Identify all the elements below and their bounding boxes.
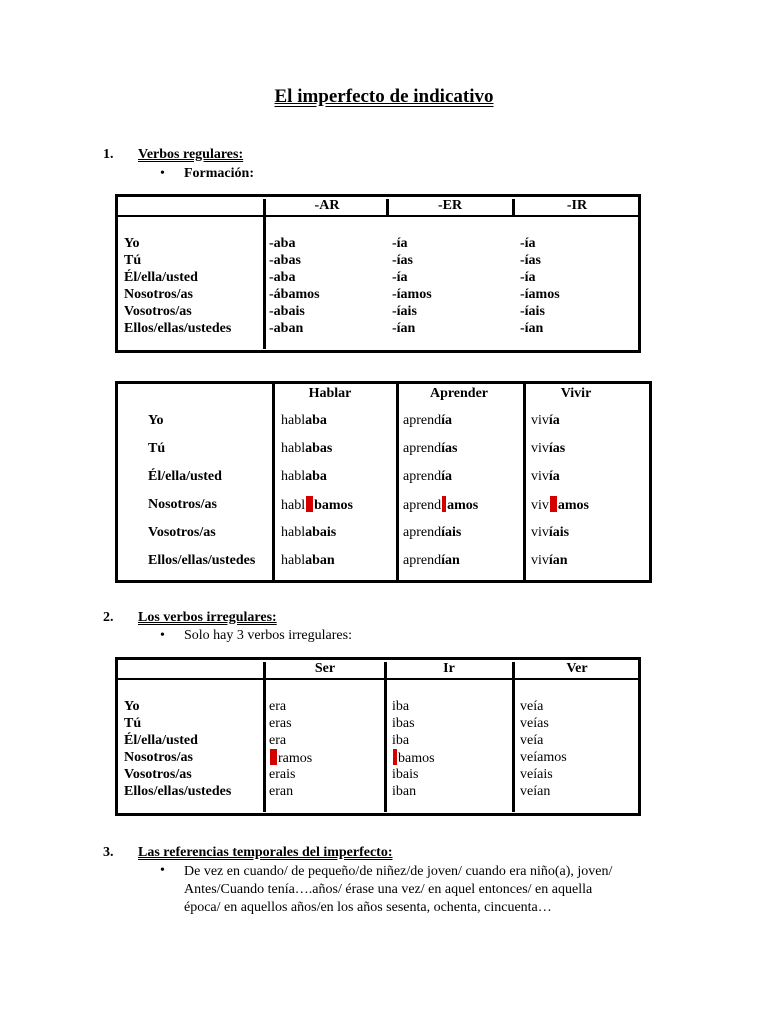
- subject-cell: Vosotros/as: [124, 767, 192, 782]
- form-cell: erais: [269, 767, 296, 782]
- bullet-icon: •: [160, 863, 165, 878]
- bullet-icon: •: [160, 166, 165, 181]
- table-row-subject: [148, 524, 216, 541]
- ending-cell: -aba: [269, 270, 296, 285]
- ending-cell: -aba: [269, 236, 296, 251]
- stem-text: habl: [281, 441, 306, 456]
- subject-cell: Vosotros/as: [148, 525, 216, 540]
- form-cell: iban: [392, 784, 417, 799]
- form-text: bamos: [398, 751, 435, 766]
- section-1-number: 1.: [103, 147, 114, 162]
- ending-text: íais: [441, 525, 462, 540]
- stem-text: viv: [531, 413, 549, 428]
- column-divider: [384, 662, 387, 812]
- aprender-form: [403, 468, 452, 485]
- hablar-form: [281, 412, 327, 429]
- subject-cell: Yo: [124, 699, 140, 714]
- column-divider: [512, 662, 515, 812]
- ending-text: ía: [548, 413, 560, 428]
- subject-cell: Él/ella/usted: [148, 469, 222, 484]
- form-cell: ibais: [392, 767, 419, 782]
- bullet-line: época/ en aquellos años/en los años sesenta, ochenta, cincuenta…: [184, 900, 552, 915]
- subject-cell: Tú: [124, 716, 142, 731]
- header-vivir: Vivir: [560, 386, 592, 401]
- table-row-subject: [148, 468, 222, 485]
- stem-text: viv: [531, 469, 549, 484]
- form-cell: veían: [520, 784, 551, 799]
- ending-text: ías: [441, 441, 458, 456]
- highlight-mark: [442, 496, 446, 512]
- stem-text: habl: [281, 525, 306, 540]
- vivir-form: [531, 412, 560, 429]
- ending-cell: -ías: [392, 253, 413, 268]
- ending-cell: -ía: [520, 270, 536, 285]
- table-row-subject: [148, 496, 217, 513]
- bullet-line: De vez en cuando/ de pequeño/de niñez/de joven/ cuando era niño(a), joven/: [184, 864, 613, 879]
- subject-cell: Vosotros/as: [124, 304, 192, 319]
- form-cell: [269, 749, 312, 766]
- subject-cell: Él/ella/usted: [124, 733, 198, 748]
- endings-table: [115, 194, 641, 353]
- form-cell: veía: [520, 733, 544, 748]
- stem-text: viv: [531, 553, 549, 568]
- subject-cell: Él/ella/usted: [124, 270, 198, 285]
- stem-text: viv: [531, 525, 549, 540]
- ver-forms-list: [520, 698, 567, 800]
- ending-cell: -ábamos: [269, 287, 320, 302]
- ending-cell: -abas: [269, 253, 301, 268]
- table-divider: [118, 678, 638, 680]
- ending-text: ía: [441, 413, 452, 428]
- header-er: -ER: [437, 198, 463, 213]
- header-ar: -AR: [314, 198, 340, 213]
- section-2-bullet: Solo hay 3 verbos irregulares:: [184, 628, 352, 643]
- ending-cell: -íais: [520, 304, 545, 319]
- subject-list: [124, 698, 231, 800]
- table-row-subject: [148, 440, 165, 457]
- stem-text: aprend: [403, 413, 442, 428]
- form-cell: veía: [520, 699, 544, 714]
- hablar-form: [281, 524, 336, 541]
- ending-cell: -ía: [520, 236, 536, 251]
- hablar-form: [281, 552, 335, 569]
- stem-text: aprend: [403, 553, 442, 568]
- hablar-form: [281, 440, 332, 457]
- stem-text: viv: [531, 441, 549, 456]
- ending-text: amos: [557, 498, 590, 513]
- column-divider: [272, 384, 275, 580]
- subject-cell: Tú: [124, 253, 142, 268]
- form-cell: iba: [392, 733, 410, 748]
- subject-cell: Nosotros/as: [124, 750, 193, 765]
- header-ir: -IR: [566, 198, 588, 213]
- ending-cell: -ía: [392, 270, 408, 285]
- ending-cell: -aban: [269, 321, 304, 336]
- ending-text: aba: [305, 413, 327, 428]
- column-divider: [396, 384, 399, 580]
- section-2-number: 2.: [103, 610, 114, 625]
- header-ir: Ir: [443, 661, 455, 676]
- subject-cell: Nosotros/as: [148, 497, 217, 512]
- subject-cell: Yo: [124, 236, 140, 251]
- ending-text: aban: [305, 553, 335, 568]
- irregular-table: [115, 657, 641, 816]
- er-endings-list: [392, 235, 432, 337]
- aprender-form: [403, 524, 461, 541]
- ending-text: ía: [441, 469, 452, 484]
- header-ser: Ser: [314, 661, 336, 676]
- header-ver: Ver: [566, 661, 588, 676]
- subject-cell: Ellos/ellas/ustedes: [148, 553, 256, 568]
- table-divider: [118, 215, 638, 217]
- section-1-heading: Verbos regulares:: [138, 147, 244, 162]
- form-cell: ibas: [392, 716, 415, 731]
- section-3-number: 3.: [103, 845, 114, 860]
- ending-cell: -abais: [269, 304, 305, 319]
- column-divider: [523, 384, 526, 580]
- ir-forms-list: [392, 698, 435, 800]
- ar-endings-list: [269, 235, 320, 337]
- aprender-form: [403, 496, 478, 514]
- form-cell: [392, 749, 435, 766]
- stem-text: habl: [281, 553, 306, 568]
- stem-text: habl: [281, 469, 306, 484]
- section-2-heading: Los verbos irregulares:: [138, 610, 277, 625]
- form-cell: veíais: [520, 767, 553, 782]
- header-aprender: Aprender: [429, 386, 489, 401]
- table-row-subject: [148, 412, 164, 429]
- stem-text: aprend: [403, 441, 442, 456]
- form-text: ramos: [278, 751, 313, 766]
- form-cell: era: [269, 733, 287, 748]
- subject-cell: Ellos/ellas/ustedes: [124, 784, 232, 799]
- column-divider: [263, 662, 266, 812]
- ending-text: abais: [305, 525, 337, 540]
- subject-cell: Tú: [148, 441, 166, 456]
- form-cell: eras: [269, 716, 292, 731]
- stem-text: aprend: [403, 469, 442, 484]
- highlight-mark: [306, 496, 313, 512]
- conjugation-table: [115, 381, 652, 583]
- form-cell: era: [269, 699, 287, 714]
- stem-text: viv: [531, 498, 549, 513]
- stem-text: habl: [281, 413, 306, 428]
- header-hablar: Hablar: [308, 386, 352, 401]
- ending-text: ían: [548, 553, 568, 568]
- vivir-form: [531, 552, 568, 569]
- section-3-heading: Las referencias temporales del imperfecto:: [138, 845, 393, 860]
- ir-endings-list: [520, 235, 560, 337]
- vivir-form: [531, 524, 569, 541]
- stem-text: aprend: [403, 498, 442, 513]
- bullet-line: Antes/Cuando tenía….años/ érase una vez/ en aquel entonces/ en aquella: [184, 882, 593, 897]
- aprender-form: [403, 552, 460, 569]
- hablar-form: [281, 468, 327, 485]
- highlight-mark: [393, 749, 397, 765]
- ending-text: aba: [305, 469, 327, 484]
- ending-cell: -ían: [392, 321, 416, 336]
- page-title: El imperfecto de indicativo: [274, 86, 494, 107]
- ending-cell: -ías: [520, 253, 541, 268]
- ending-cell: -íais: [392, 304, 417, 319]
- ser-forms-list: [269, 698, 312, 800]
- aprender-form: [403, 440, 457, 457]
- stem-text: habl: [281, 498, 306, 513]
- ending-cell: -ían: [520, 321, 544, 336]
- ending-cell: -íamos: [520, 287, 560, 302]
- ending-text: amos: [447, 498, 479, 513]
- subject-cell: Yo: [148, 413, 164, 428]
- highlight-mark: [270, 749, 277, 765]
- stem-text: aprend: [403, 525, 442, 540]
- vivir-form: [531, 468, 560, 485]
- vivir-form: [531, 440, 565, 457]
- highlight-mark: [550, 496, 557, 512]
- column-divider: [263, 199, 266, 349]
- ending-cell: -íamos: [392, 287, 432, 302]
- ending-text: bamos: [314, 498, 354, 513]
- ending-text: abas: [305, 441, 333, 456]
- ending-text: íais: [548, 525, 570, 540]
- form-cell: veías: [520, 716, 549, 731]
- form-cell: veíamos: [520, 750, 567, 765]
- subject-cell: Ellos/ellas/ustedes: [124, 321, 232, 336]
- aprender-form: [403, 412, 452, 429]
- section-3-bullet: [184, 863, 612, 917]
- hablar-form: [281, 496, 353, 514]
- ending-text: ían: [441, 553, 460, 568]
- form-cell: eran: [269, 784, 294, 799]
- form-cell: iba: [392, 699, 410, 714]
- subject-list: [124, 235, 231, 337]
- vivir-form: [531, 496, 589, 514]
- table-row-subject: [148, 552, 255, 569]
- ending-text: ías: [548, 441, 566, 456]
- subject-cell: Nosotros/as: [124, 287, 193, 302]
- section-1-bullet: Formación:: [184, 166, 254, 181]
- ending-cell: -ía: [392, 236, 408, 251]
- ending-text: ía: [548, 469, 560, 484]
- bullet-icon: •: [160, 628, 165, 643]
